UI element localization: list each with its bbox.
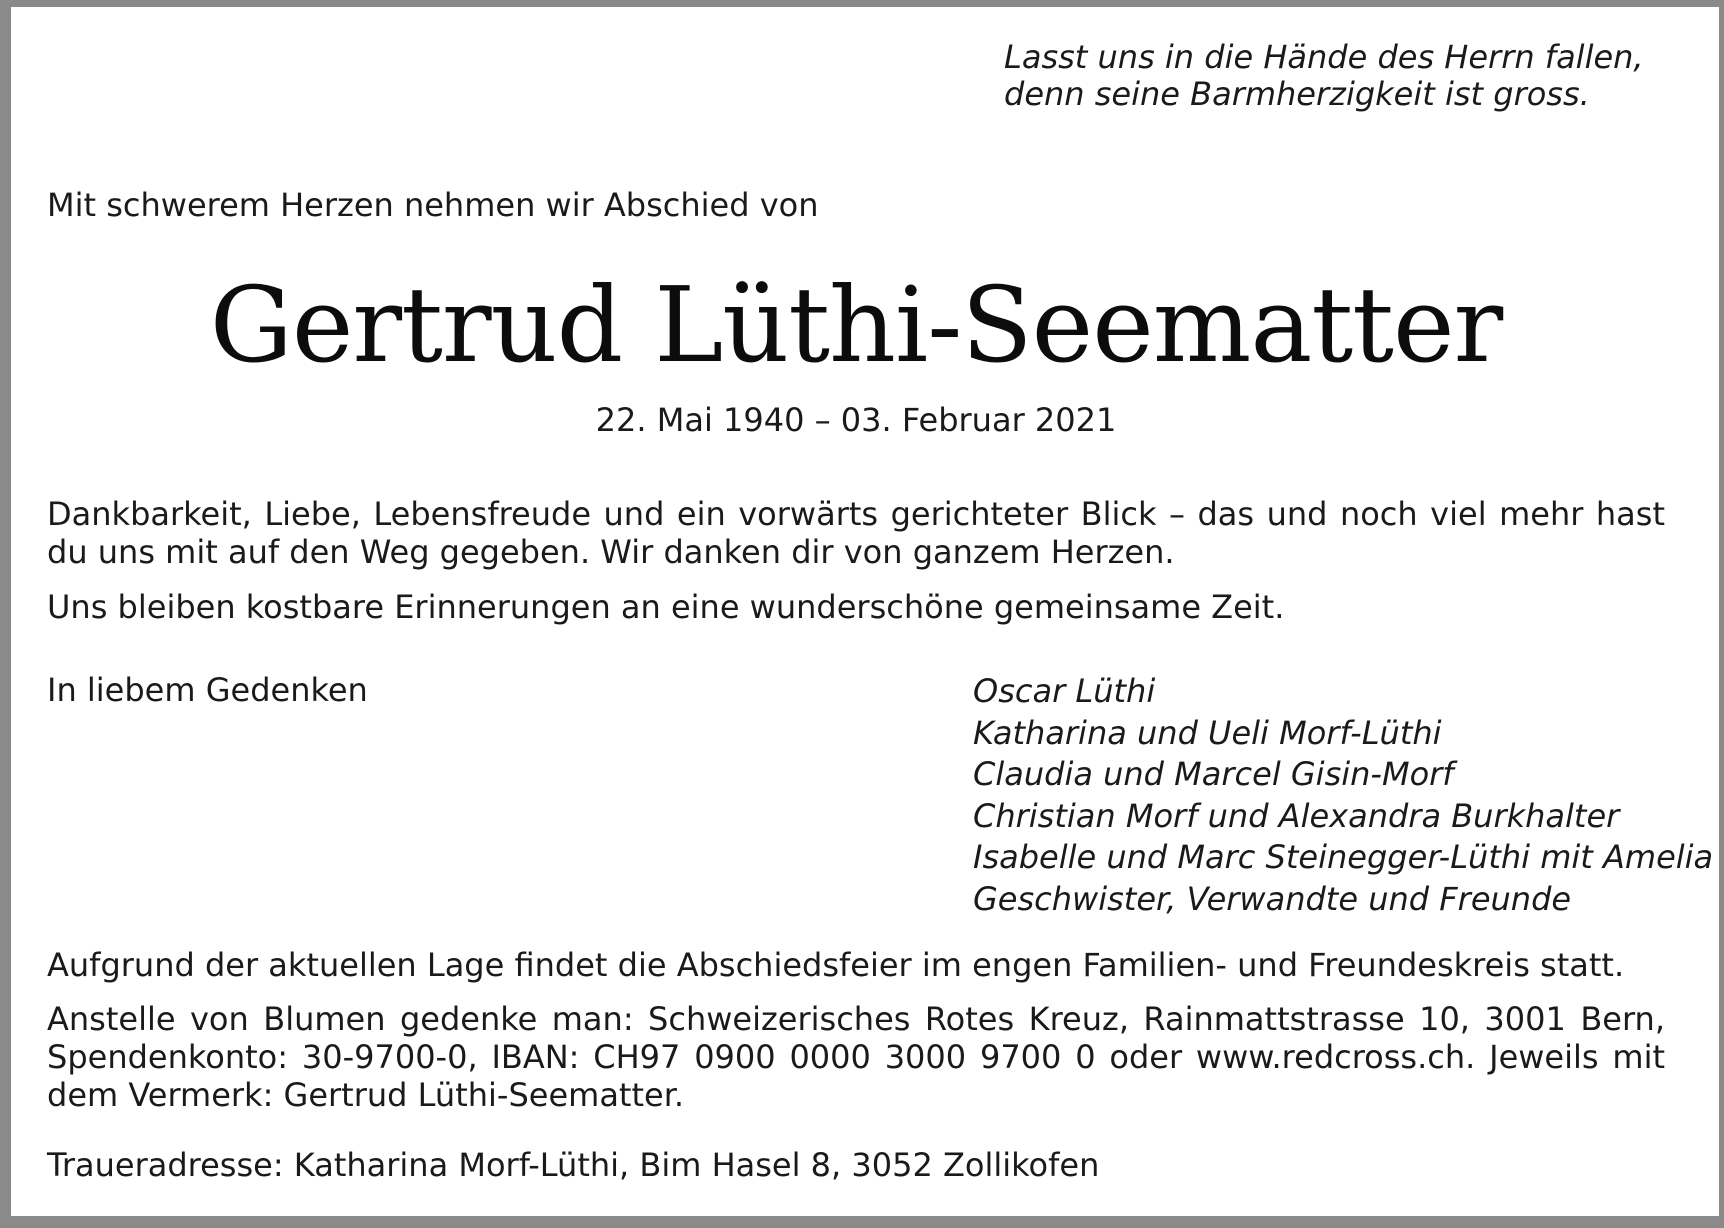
mourners-list: [973, 671, 1713, 920]
mourner-item: Oscar Lüthi: [973, 672, 1156, 710]
mourner-item: Isabelle und Marc Steinegger-Lüthi mit Amelia: [973, 838, 1714, 876]
memories-paragraph: Uns bleiben kostbare Erinnerungen an eine wunderschöne gemeinsame Zeit.: [47, 588, 1285, 626]
mourning-address: Traueradresse: Katharina Morf-Lüthi, Bim Hasel 8, 3052 Zollikofen: [47, 1146, 1100, 1184]
mourner-item: Katharina und Ueli Morf-Lüthi: [973, 713, 1442, 752]
bible-motto: [1004, 39, 1644, 113]
intro-text: Mit schwerem Herzen nehmen wir Abschied von: [47, 186, 819, 224]
life-dates: 22. Mai 1940 – 03. Februar 2021: [595, 401, 1117, 439]
ceremony-paragraph: Aufgrund der aktuellen Lage findet die Abschiedsfeier im engen Familien- und Freundeskreis statt.: [47, 946, 1625, 984]
mourner-item: Geschwister, Verwandte und Freunde: [973, 879, 1572, 918]
in-memory-label: In liebem Gedenken: [47, 671, 368, 709]
donation-paragraph: Anstelle von Blumen gedenke man: Schweizerisches Rotes Kreuz, Rainmattstrasse 10, 3001 Bern, Spendenkonto: 30-9700-0, IBAN: CH97 0900 0000 3000 9700 0 oder www.redcross.ch. Jeweils mit dem Vermerk: Gertrud Lüthi-Seematter.: [47, 1000, 1665, 1114]
mourner-item: Claudia und Marcel Gisin-Morf: [973, 755, 1454, 793]
deceased-name: Gertrud Lüthi-Seematter: [209, 264, 1503, 386]
motto-line-1: Lasst uns in die Hände des Herrn fallen,: [1004, 38, 1644, 76]
mourner-item: Christian Morf und Alexandra Burkhalter: [973, 796, 1620, 835]
gratitude-paragraph: Dankbarkeit, Liebe, Lebensfreude und ein vorwärts gerichteter Blick – das und noch viel mehr hast du uns mit auf den Weg gegeben. Wir danken dir von ganzem Herzen.: [47, 495, 1665, 571]
motto-line-2: denn seine Barmherzigkeit ist gross.: [1004, 75, 1590, 113]
